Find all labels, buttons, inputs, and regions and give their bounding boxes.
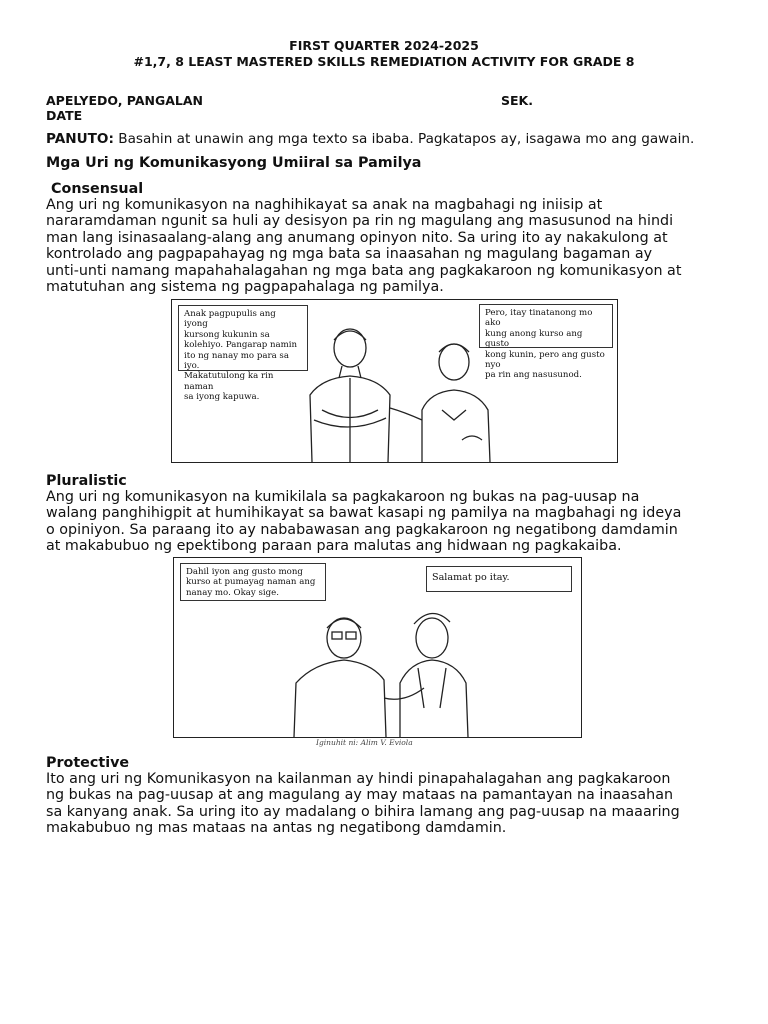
body-line: Ito ang uri ng Komunikasyon na kailanman ay hindi pinapahalagahan ang pagkakaroon [46,771,671,787]
speech-bubble-son [479,304,613,381]
body-line: o opiniyon. Sa paraang ito ay nababawasan ang pagkakaroon ng negatibong damdamin [46,521,678,538]
body-line: Ang uri ng komunikasyon na naghihikayat sa anak na magbahagi ng iniisip at [46,197,603,213]
speech-bubble-son [426,566,572,592]
speech-bubble-father [178,305,308,403]
body-line: sa kanyang anak. Sa uring ito ay madalang o bihira lamang ang pag-uusap na maaaring [46,803,680,820]
bubble-line: kurso at pumayag naman ang [186,577,316,588]
body-line: Ang uri ng komunikasyon na kumikilala sa pagkakaroon ng bukas na pag-uusap na [46,489,640,505]
bubble-line: Makatutulong ka rin naman [184,371,274,392]
body-line: makabubuo ng mas mataas na antas ng negatibong damdamin. [46,820,507,837]
body-line: nararamdaman ngunit sa huli ay desisyon pa rin ng magulang ang masusunod na hindi [46,213,674,230]
section-field-label: SEK. [501,93,533,108]
pluralistic-body [46,489,726,555]
body-line: matutuhan ang sistema ng pagpapahalaga ng pamilya. [46,279,444,296]
speech-bubble-father [180,563,326,601]
bubble-line: kolehiyo. Pangarap namin [184,340,298,351]
body-line: kontrolado ang pagpapahayag ng mga bata sa inaasahan ng magulang bagaman ay [46,246,653,263]
instructions-text: Basahin at unawin ang mga texto sa ibaba. Pagkatapos ay, isagawa mo ang gawain. [118,131,695,147]
bubble-line: Anak pagpupulis ang iyong [184,309,276,330]
document-title: FIRST QUARTER 2024-2025 [289,38,479,53]
body-line: at makabubuo ng epektibong paraan para malutas ang hidwaan ng pagkakaiba. [46,538,622,555]
bubble-line: pa rin ang nasusunod. [485,370,582,381]
body-line: unti-unti namang mapahahalagahan ng mga bata ang pagkakaroon ng komunikasyon at [46,262,682,279]
bubble-line: kong kunin, pero ang gusto nyo [485,349,605,371]
body-line: man lang isinasaalang-alang ang anumang opinyon nito. Sa uring ito ay nakakulong at [46,229,668,246]
body-line: walang panghihigpit at humihikayat sa bawat kasapi ng pamilya na magbahagi ng ideya [46,505,682,522]
document-subtitle: #1,7, 8 LEAST MASTERED SKILLS REMEDIATION ACTIVITY FOR GRADE 8 [133,54,635,69]
instructions [46,131,694,147]
protective-heading: Protective [46,755,130,771]
protective-body [46,771,726,837]
consensual-heading: Consensual [51,181,144,197]
bubble-line: kung anong kurso ang gusto [485,328,583,350]
main-title: Mga Uri ng Komunikasyong Umiiral sa Pamilya [46,155,422,171]
consensual-comic [171,299,618,463]
bubble-line: sa iyong kapuwa. [184,392,260,403]
bubble-line: Dahil iyon ang gusto mong [186,567,303,577]
date-field-label: DATE [46,108,83,123]
name-field-label: APELYEDO, PANGALAN [46,93,203,108]
bubble-line: kursong kukunin sa [184,329,270,340]
pluralistic-heading: Pluralistic [46,473,127,489]
bubble-line: Pero, itay tinatanong mo ako [485,308,593,329]
bubble-line: nanay mo. Okay sige. [186,587,279,598]
body-line: ng bukas na pag-uusap at ang magulang ay may mataas na pamantayan na inaasahan [46,787,674,804]
consensual-body [46,197,726,295]
illustration-credit: Iginuhit ni: Alim V. Eviola [316,738,413,747]
instructions-label: PANUTO: [46,131,114,147]
bubble-line: ito ng nanay mo para sa iyo. [184,350,289,372]
pluralistic-comic [173,557,582,738]
bubble-line: Salamat po itay. [432,572,510,583]
